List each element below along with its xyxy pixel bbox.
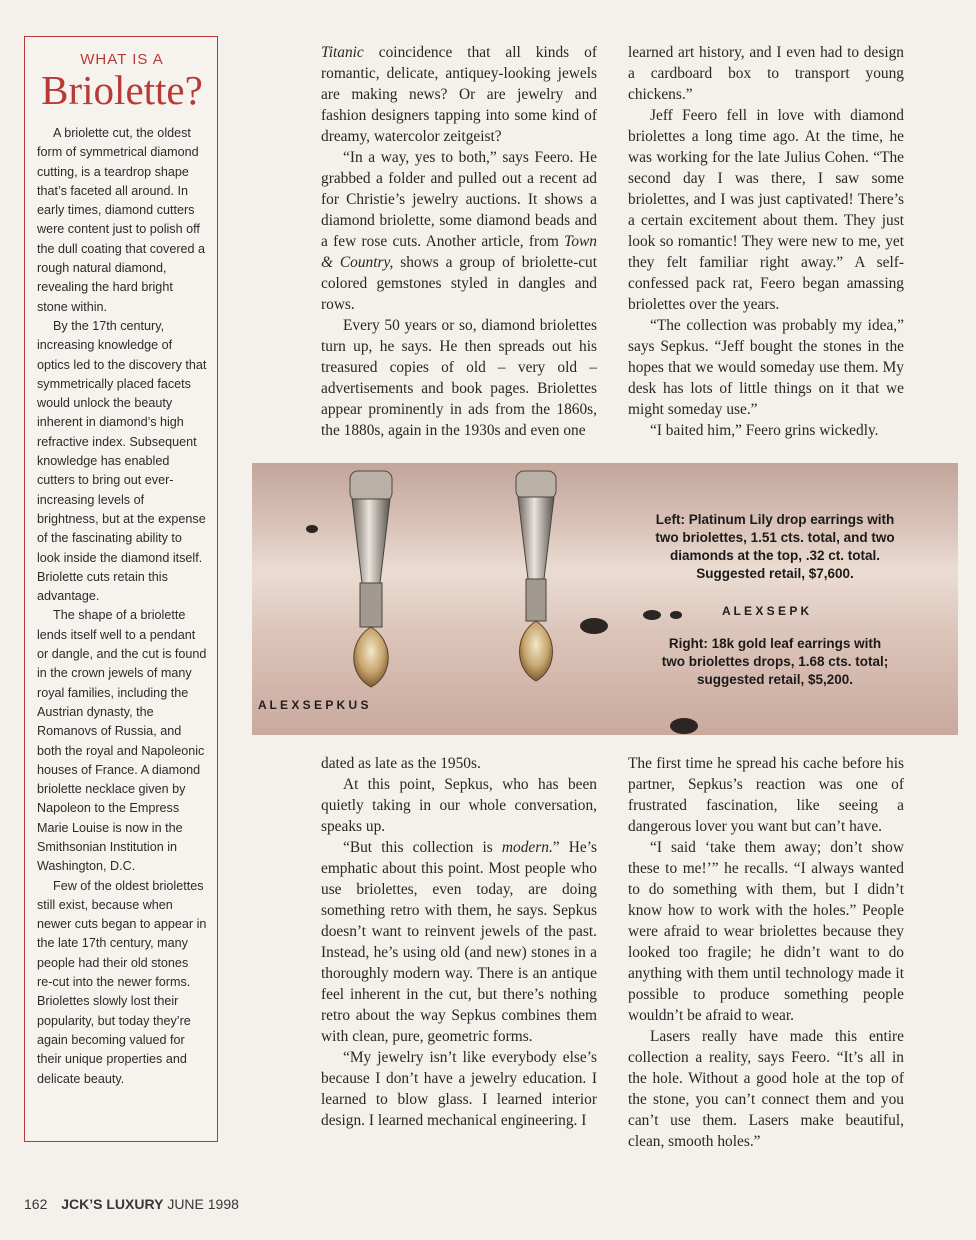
- engraved-text-lower: A L E X S E P K U S: [258, 698, 369, 712]
- sidebar-paragraph: The shape of a briolette lends itself well to a pendant or dangle, and the cut is found in the crown jewels of many royal families, including the Austrian dynasty, the Romanovs of Russia, and both the royal and Napoleonic houses of France. A diamond briolette necklace given by Napoleon to the Empress Marie Louise is now in the Smithsonian Institution in Washington, D.C.: [37, 608, 207, 874]
- body-text: “But this collection is: [343, 839, 502, 856]
- body-paragraph: At this point, Sepkus, who has been quietly taking in our whole conversation, speaks up.: [321, 776, 597, 835]
- right-earring: [516, 471, 556, 681]
- body-text: coincidence that all kinds of romantic, delicate, antiquey-looking jewels are making news? Or are jewelry and fashion designers tapping into some kind of dreamy, watercolor zeitgeist?: [321, 44, 597, 145]
- earrings-photo: [252, 463, 958, 735]
- body-paragraph: “My jewelry isn’t like everybody else’s because I don’t have a jewelry education. I learned to blow glass. I learned interior design. I learned mechanical engineering. I: [321, 1049, 597, 1129]
- article-column-2-bottom: [321, 753, 597, 1153]
- body-text: “In a way, yes to both,” says Feero. He grabbed a folder and pulled out a recent ad for Christie’s jewelry auctions. It shows a diamond briolette, some diamond beads and a few rose cuts. Another article, from: [321, 149, 597, 250]
- body-paragraph: Jeff Feero fell in love with diamond briolettes a long time ago. At the time, he was working for the late Julius Cohen. “The second day I was there, I saw some briolettes, and I was just captivated! There’s a certain excitement about them. They just look so romantic! They were new to me, yet they felt familiar right away.” A self-confessed pack rat, Feero began amassing briolettes over the years.: [628, 107, 904, 313]
- italic-emphasis: modern.: [501, 839, 553, 856]
- engraved-text-upper: A L E X S E P K: [722, 604, 810, 618]
- issue-date: JUNE 1998: [167, 1196, 239, 1212]
- body-paragraph: “I baited him,” Feero grins wickedly.: [650, 422, 879, 439]
- sidebar-title: Briolette?: [41, 67, 203, 113]
- sidebar-paragraph: A briolette cut, the oldest form of symmetrical diamond cutting, is a teardrop shape that’s faceted all around. In early times, diamond cutters were content just to polish off the dull coating that covered a rough natural diamond, revealing the hard bright stone within.: [37, 126, 206, 314]
- photo-caption-left: Left: Platinum Lily drop earrings with two briolettes, 1.51 cts. total, and two diamonds at the top, .32 ct. total. Suggested retail, $7,600.: [655, 512, 895, 581]
- body-paragraph: “The collection was probably my idea,” says Sepkus. “Jeff bought the stones in the hopes that we would someday use them. My desk has lots of little things on it that we might someday use.”: [628, 317, 904, 418]
- body-paragraph: dated as late as the 1950s.: [321, 755, 481, 772]
- body-paragraph: [321, 837, 597, 1047]
- body-paragraph: Lasers really have made this entire collection a reality, says Feero. “It’s all in the hole. Without a good hole at the top of the stone, you can’t connect them and you can’t use them. Lasers make beautiful, clean, smooth holes.”: [628, 1028, 904, 1150]
- body-paragraph: [321, 42, 597, 147]
- italic-title: Town & Country,: [321, 233, 597, 271]
- left-earring: [350, 471, 392, 687]
- body-paragraph: Every 50 years or so, diamond briolettes turn up, he says. He then spreads out his treasured copies of old – very old – advertisements and book pages. Briolettes appear prominently in ads from the 1860s, the 1880s, again in the 1930s and even one: [321, 317, 597, 439]
- magazine-name: JCK’S LUXURY: [61, 1196, 164, 1212]
- body-text: ” He’s emphatic about this point. Most people who use briolettes, even today, are doing something retro with them, he says. Sepkus doesn’t want to reinvent jewels of the past. Instead, he’s using old (and new) stones in a thoroughly modern way. There is an antique feel inherent in the cut, but there’s nothing retro about the way Sepkus combines them with clean, pure, geometric forms.: [321, 839, 598, 1045]
- photo-caption-right: Right: 18k gold leaf earrings with two briolettes drops, 1.68 cts. total; suggested retail, $5,200.: [661, 636, 889, 687]
- body-paragraph: The first time he spread his cache before his partner, Sepkus’s reaction was one of frustrated fascination, like seeing a dangerous lover you want but can’t have.: [628, 755, 904, 835]
- body-text: shows a group of briolette-cut colored gemstones styled in dangles and rows.: [321, 254, 597, 313]
- sidebar-paragraph: Few of the oldest briolettes still exist, because when newer cuts began to appear in the late 17th century, many people had their old stones re-cut into the newer forms. Briolettes slowly lost their popularity, but today they’re again becoming valued for their unique properties and delicate beauty.: [37, 878, 207, 1086]
- body-paragraph: learned art history, and I even had to design a cardboard box to transport young chickens.”: [628, 44, 904, 103]
- article-column-3-bottom: [628, 753, 904, 1153]
- body-paragraph: “I said ‘take them away; don’t show these to me!’” he recalls. “I always wanted to do something with them, but I didn’t know how to work with the holes.” People were afraid to wear briolettes because they looked too fragile; he didn’t want to do anything with them until technology made it possible to produce something people wouldn’t be afraid to wear.: [628, 839, 904, 1024]
- body-paragraph: [321, 147, 597, 315]
- italic-title: Titanic: [321, 44, 364, 61]
- article-column-3-top: [628, 42, 904, 442]
- page-number: 162: [24, 1196, 48, 1212]
- article-column-2-top: [321, 42, 597, 442]
- sidebar-kicker: WHAT IS A: [80, 51, 164, 68]
- sidebar-box: [24, 36, 218, 1142]
- page-footer: [24, 1196, 239, 1212]
- sidebar-paragraph: By the 17th century, increasing knowledge of optics led to the discovery that symmetrically placed facets would unlock the beauty inherent in diamond’s high refractive index. Subsequent knowledge has enabled cutters to bring out ever-increasing levels of brightness, but at the expense of the fascinating ability to look inside the diamond itself. Briolette cuts retain this advantage.: [37, 318, 207, 604]
- earrings-illustration: [252, 463, 958, 735]
